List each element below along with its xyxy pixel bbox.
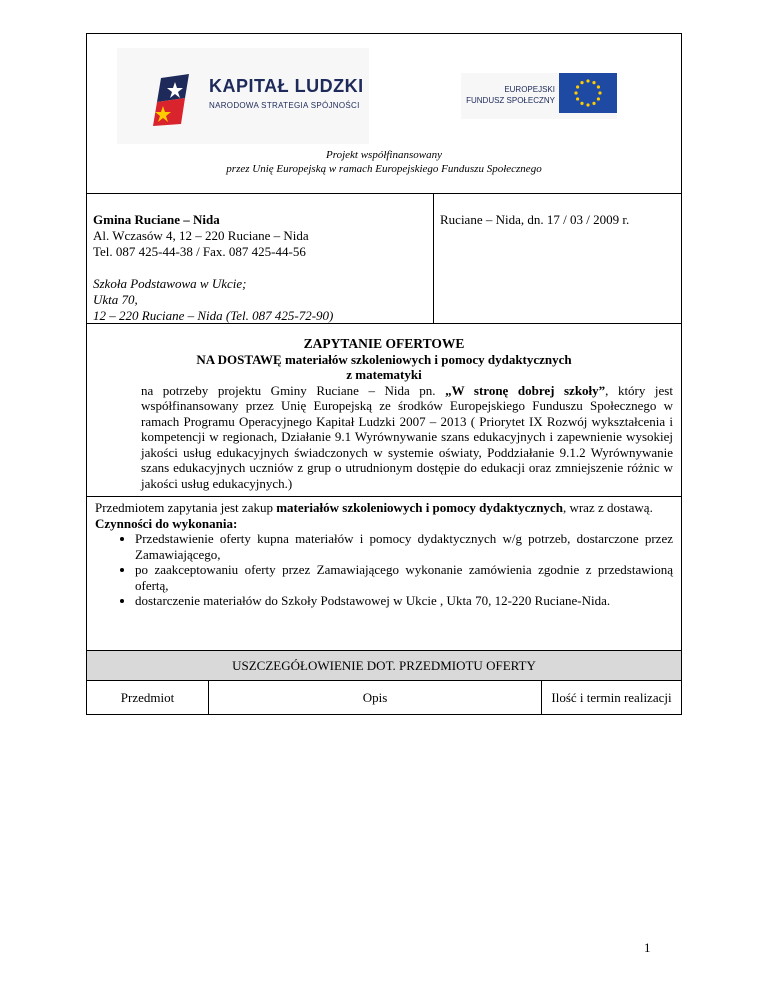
kapital-ludzki-flag-icon (153, 72, 193, 128)
school-street: Ukta 70, (93, 292, 138, 307)
inquiry-subtitle: NA DOSTAWĘ materiałów szkoleniowych i pomocy dydaktycznych (196, 351, 572, 367)
description-intro-post: , wraz z dostawą. (562, 500, 653, 515)
spec-heading: USZCZEGÓŁOWIENIE DOT. PRZEDMIOTU OFERTY (86, 651, 682, 681)
date-block (434, 194, 681, 323)
task-item: • dostarczenie materiałów do Szkoły Podstawowej w Ukcie , Ukta 70, 12-220 Ruciane-Nida. (135, 593, 673, 609)
spec-columns-row (86, 681, 682, 715)
place-date: Ruciane – Nida, dn. 17 / 03 / 2009 r. (440, 212, 630, 227)
description-intro-bold: materiałów szkoleniowych i pomocy dydaktycznych (276, 500, 563, 515)
inquiry-subject: z matematyki (346, 367, 422, 382)
kapital-ludzki-logo (117, 48, 369, 144)
header-box (86, 33, 682, 193)
tasks-list (95, 531, 673, 609)
efs-line1: EUROPEJSKI (504, 85, 555, 94)
inquiry-title: ZAPYTANIE OFERTOWE (303, 336, 465, 351)
description-box (86, 497, 682, 651)
col-subject: Przedmiot (87, 681, 209, 714)
inquiry-body-post: , który jest współfinansowany przez Unię Europejską ze środków Europejskiego Funduszu Społecznego w ramach Programu Operacyjnego Kapitał Ludzki 2007 – 2013 ( Priorytet IX Rozwój wykształcenia i kompetencji w regionach, Działanie 9.1 Wyrównywanie szans edukacyjnych i zapewnienie wysokiej jakości usług edukacyjnych świadczonych w systemie oświaty, Poddziałanie 9.1.2 Wyrównywanie szans edukacyjnych uczniów z grup o utrudnionym dostępie do edukacji oraz zmniejszenie różnic w jakości usług edukacyjnych.) (141, 382, 673, 491)
col-description: Opis (209, 681, 542, 714)
inquiry-body (141, 383, 673, 492)
efs-line2: FUNDUSZ SPOŁECZNY (466, 96, 555, 105)
address-row (86, 193, 682, 324)
project-name: „W stronę dobrej szkoły” (445, 382, 606, 398)
page-number: 1 (644, 940, 651, 955)
org-street: Al. Wczasów 4, 12 – 220 Ruciane – Nida (93, 228, 309, 243)
org-phone: Tel. 087 425-44-38 / Fax. 087 425-44-56 (93, 244, 306, 259)
inquiry-body-pre: na potrzeby projektu Gminy Ruciane – Nida pn. (141, 382, 446, 398)
description-intro-pre: Przedmiotem zapytania jest zakup (95, 500, 277, 515)
eu-flag-icon (559, 73, 617, 113)
cofinancing-note (87, 148, 681, 176)
kapital-ludzki-subtitle: NARODOWA STRATEGIA SPÓJNOŚCI (209, 101, 360, 110)
col-quantity-deadline: Ilość i termin realizacji (551, 690, 672, 705)
org-name: Gmina Ruciane – Nida (93, 212, 220, 227)
school-name: Szkoła Podstawowa w Ukcie; (93, 276, 247, 291)
task-item: • Przedstawienie oferty kupna materiałów i pomocy dydaktycznych w/g potrzeb, dostarczone przez Zamawiającego, (135, 531, 673, 562)
address-block (87, 194, 434, 323)
document-page (86, 33, 682, 715)
cofinancing-line1: Projekt współfinansowany (325, 149, 442, 161)
efs-logo (461, 73, 617, 119)
description-intro (95, 500, 673, 516)
kapital-ludzki-name: KAPITAŁ LUDZKI (209, 76, 364, 96)
tasks-heading: Czynności do wykonania: (95, 515, 238, 531)
task-item: • po zaakceptowaniu oferty przez Zamawiającego wykonanie zamówienia zgodnie z przedstawioną ofertą, (135, 562, 673, 593)
cofinancing-line2: przez Unię Europejską w ramach Europejskiego Funduszu Społecznego (226, 163, 542, 175)
inquiry-title-box (86, 324, 682, 497)
school-city: 12 – 220 Ruciane – Nida (Tel. 087 425-72-90) (93, 308, 334, 323)
